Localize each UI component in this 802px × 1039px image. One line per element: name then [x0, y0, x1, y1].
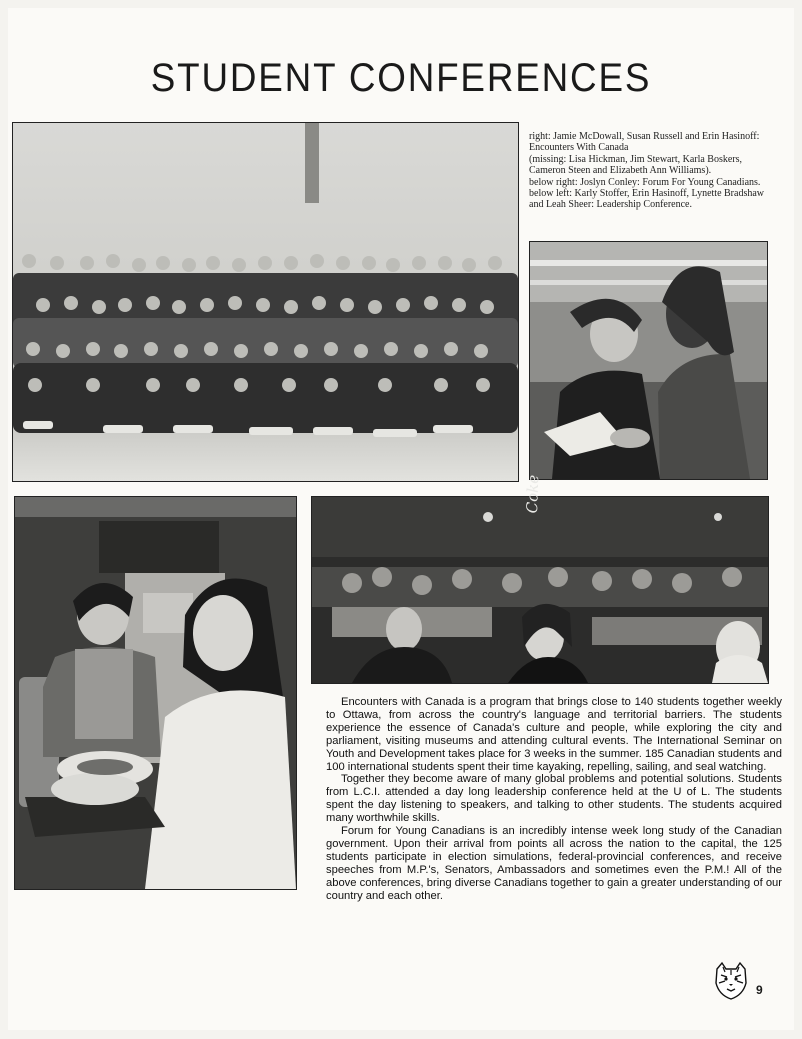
caption-line: below left: Karly Stoffer, Erin Hasinoff, Lynette Bradshaw and Leah Sheer: Leadership Conference. [529, 188, 765, 211]
article-body [326, 696, 782, 903]
cafeteria-photo [14, 496, 297, 890]
article-paragraph: Forum for Young Canadians is an incredibly intense week long study of the Canadian government. Upon their arrival from points all across the nation to the capital, the 125 students participate in election simulations, federal-provincial conferences, and receive speeches from M.P.'s, Senators, Ambassadors and sometimes even the P.M.! All of the above conferences, bring diverse Canadians together to gain a greater understanding of our country and each other. [326, 825, 782, 902]
page-title: STUDENT CONFERENCES [150, 56, 652, 100]
article-paragraph: Together they become aware of many global problems and potential solutions. Students from L.C.I. attended a day long leadership conference held at the U of L. The students spent the day listening to speakers, and talking to other students. The students acquired many worthwhile skills. [326, 773, 782, 825]
caption-line: (missing: Lisa Hickman, Jim Stewart, Karla Boskers, Cameron Steen and Elizabeth Ann Williams). [529, 153, 743, 177]
article-paragraph: Encounters with Canada is a program that brings close to 140 students together weekly to Ottawa, from across the country's language and territorial barriers. The students experience the essence of Canada's culture and people, while exploring the city and parliament, visiting museums and attending cultural events. The International Seminar on Youth and Development takes place for 3 weeks in the summer. 185 Canadian students and 100 international students spent their time kayaking, repelling, sailing, and seal watching. [326, 696, 782, 773]
caption-line: right: Jamie McDowall, Susan Russell and Erin Hasinoff: Encounters With Canada [529, 131, 760, 154]
cafeteria-photo-image [15, 497, 296, 889]
page-number: 9 [756, 983, 763, 997]
photo-caption [529, 131, 777, 211]
group-photo [12, 122, 519, 482]
yearbook-page [8, 8, 794, 1030]
handshake-photo-image [530, 242, 767, 479]
handshake-photo [529, 241, 768, 480]
group-photo-image [13, 123, 518, 481]
dinner-photo-image [312, 497, 768, 683]
dinner-photo [311, 474, 769, 684]
caption-line: below right: Joslyn Conley: Forum For Young Canadians. [529, 176, 761, 188]
coke-sign: Coke [523, 474, 543, 514]
tiger-mascot-icon [713, 961, 749, 1001]
